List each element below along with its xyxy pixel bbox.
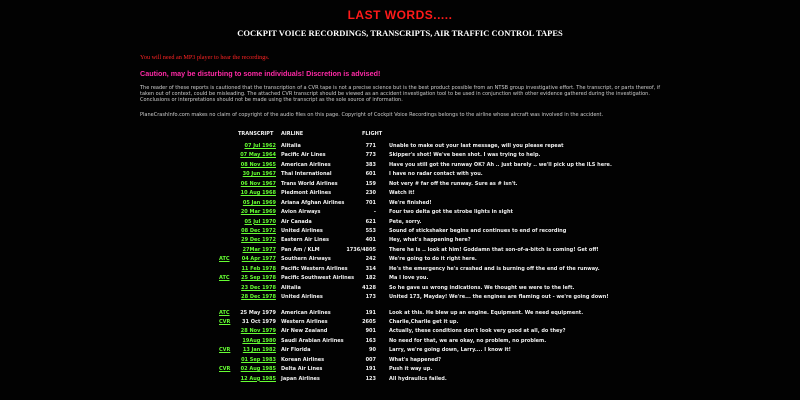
flight-cell: 601 — [365, 171, 376, 178]
airline-cell: Air New Zealand — [281, 328, 328, 335]
table-row — [0, 338, 800, 347]
table-row — [0, 357, 800, 366]
airline-cell: Trans World Airlines — [281, 180, 338, 187]
airline-cell: Piedmont Airlines — [281, 190, 332, 197]
last-words-cell: Actually, these conditions don't look very good at all, do they? — [389, 328, 566, 335]
last-words-cell: Unable to make out your last message, will you please repeat — [389, 143, 564, 149]
transcript-date-link[interactable]: 13 Jan 1982 — [242, 347, 276, 354]
last-words-cell: Larry, we're going down, Larry.... I know it! — [389, 347, 511, 354]
table-row — [0, 143, 800, 152]
airline-cell: United Airlines — [281, 294, 323, 300]
flight-cell: 2605 — [362, 318, 376, 325]
flight-cell: 007 — [365, 356, 376, 363]
last-words-cell: Hey, what's happening here? — [389, 237, 471, 244]
table-row — [0, 285, 800, 294]
flight-cell: - — [373, 209, 376, 216]
last-words-cell: We're finished! — [389, 199, 432, 206]
table-row — [0, 181, 800, 190]
transcript-table — [0, 143, 800, 385]
audio-link-atc[interactable]: ATC — [219, 256, 230, 263]
flight-cell: 182 — [365, 275, 376, 282]
airline-cell: Western Airlines — [281, 318, 328, 325]
airline-cell: Pacific Air Lines — [281, 152, 326, 159]
last-words-cell: Skipper's shot! We've been shot. I was trying to help. — [389, 152, 541, 159]
transcript-date-link: 25 May 1979 — [240, 309, 276, 316]
flight-cell: 4128 — [362, 284, 376, 291]
table-row — [0, 200, 800, 209]
page-title: LAST WORDS..... — [347, 8, 453, 22]
transcript-date-link[interactable]: 05 Jul 1970 — [244, 218, 276, 225]
last-words-cell: No need for that, we are okay, no problem, no problem. — [389, 337, 547, 344]
table-row — [0, 266, 800, 275]
last-words-cell: Push it way up. — [389, 366, 433, 373]
airline-cell: United Airlines — [281, 227, 323, 234]
disclaimer-text: The reader of these reports is cautioned that the transcription of a CVR tape is not a precise science but is the best product possible from an NTSB group investigative effort. The transcript, or parts thereof, if taken out of context, could be misleading. The attached CVR transcript should be viewed as an accident investigation tool to be used in conjunction with other evidence gathered during the investigation. Conclusions or interpretations should not be made using the transcript as the sole source of information. — [140, 85, 661, 104]
transcript-date-link[interactable]: 08 Dec 1972 — [241, 227, 276, 234]
flight-cell: 191 — [365, 309, 376, 316]
airline-cell: Alitalia — [281, 284, 301, 291]
flight-cell: 1736/4805 — [346, 246, 376, 253]
audio-link-atc[interactable]: ATC — [219, 309, 230, 316]
last-words-cell: We're going to do it right here. — [389, 256, 477, 263]
airline-cell: Korean Airlines — [281, 356, 325, 363]
flight-cell: 621 — [365, 218, 376, 225]
transcript-date-link[interactable]: 29 Dec 1972 — [241, 237, 276, 244]
copyright-text: PlaneCrashInfo.com makes no claim of copyright of the audio files on this page. Copyright of Cockpit Voice Recordings belongs to the airline whose aircraft was involved in the accident. — [140, 112, 604, 118]
table-row — [0, 294, 800, 310]
transcript-date-link[interactable]: 10 Aug 1968 — [240, 190, 276, 197]
table-row — [0, 171, 800, 180]
transcript-date-link[interactable]: 27Mar 1977 — [242, 246, 276, 253]
flight-cell: 701 — [365, 199, 376, 206]
audio-link-atc[interactable]: ATC — [219, 275, 230, 282]
airline-cell: Alitalia — [281, 143, 301, 149]
last-words-cell: Watch it! — [389, 190, 415, 197]
airline-cell: Pacific Western Airlines — [281, 265, 348, 272]
flight-cell: 163 — [365, 337, 376, 344]
transcript-date-link[interactable]: 05 Jan 1969 — [242, 199, 276, 206]
last-words-cell: There he is .. look at him! Goddamn that son-of-a-bitch is coming! Get off! — [389, 246, 599, 253]
last-words-cell: Not very # far off the runway. Sure as # isn't. — [389, 180, 518, 187]
transcript-date-link[interactable]: 12 Aug 1985 — [240, 375, 276, 382]
flight-cell: 773 — [365, 152, 376, 159]
table-row — [0, 347, 800, 356]
table-row — [0, 228, 800, 237]
last-words-cell: What's happened? — [389, 356, 441, 363]
transcript-date-link[interactable]: 01 Sep 1983 — [241, 356, 276, 363]
last-words-cell: So he gave us wrong indications. We thought we were to the left. — [389, 284, 575, 291]
audio-link-cvr[interactable]: CVR — [219, 366, 231, 373]
flight-cell: 173 — [365, 294, 376, 300]
last-words-cell: Sound of stickshaker begins and continues to end of recording — [389, 227, 567, 234]
table-row — [0, 275, 800, 284]
audio-link-cvr[interactable]: CVR — [219, 347, 231, 354]
flight-cell: 901 — [365, 328, 376, 335]
table-row — [0, 328, 800, 337]
airline-cell: Ariana Afghan Airlines — [281, 199, 345, 206]
flight-cell: 191 — [365, 366, 376, 373]
airline-cell: Avion Airways — [281, 209, 321, 216]
last-words-cell: He's the emergency he's crashed and is burning off the end of the runway. — [389, 265, 600, 272]
page-subtitle: COCKPIT VOICE RECORDINGS, TRANSCRIPTS, AIR TRAFFIC CONTROL TAPES — [237, 28, 563, 38]
transcript-date-link[interactable]: 07 May 1964 — [240, 152, 276, 159]
transcript-date-link[interactable]: 19Aug 1980 — [242, 337, 276, 344]
column-header-airline: AIRLINE — [281, 131, 304, 137]
table-row — [0, 310, 800, 319]
airline-cell: Pacific Southwest Airlines — [281, 275, 355, 282]
transcript-date-link[interactable]: 20 Mar 1969 — [240, 209, 276, 216]
column-header-transcript: TRANSCRIPT — [238, 131, 274, 137]
transcript-date-link[interactable]: 30 Jun 1967 — [242, 171, 276, 178]
airline-cell: Delta Air Lines — [281, 366, 323, 373]
caution-notice: Caution, may be disturbing to some individuals! Discretion is advised! — [140, 69, 381, 78]
table-row — [0, 237, 800, 246]
flight-cell: 159 — [365, 180, 376, 187]
table-row — [0, 366, 800, 375]
table-row — [0, 319, 800, 328]
flight-cell: 553 — [365, 227, 376, 234]
table-row — [0, 190, 800, 199]
transcript-date-link[interactable]: 28 Dec 1978 — [241, 294, 276, 300]
airline-cell: Air Canada — [281, 218, 312, 225]
mp3-notice: You will need an MP3 player to hear the recordings. — [140, 54, 270, 61]
table-row — [0, 376, 800, 385]
table-row — [0, 219, 800, 228]
last-words-cell: All hydraulics failed. — [389, 375, 447, 382]
airline-cell: Southern Airways — [281, 256, 331, 263]
transcript-date-link: 31 Oct 1979 — [242, 318, 276, 325]
flight-cell: 314 — [365, 265, 376, 272]
transcript-date-link[interactable]: 06 Nov 1967 — [240, 180, 276, 187]
column-header-flight: FLIGHT — [362, 131, 383, 137]
flight-cell: 230 — [365, 190, 376, 197]
airline-cell: Japan Airlines — [281, 375, 320, 382]
transcript-date-link[interactable]: 07 Jul 1962 — [244, 143, 276, 149]
transcript-date-link[interactable]: 04 Apr 1977 — [241, 256, 276, 263]
flight-cell: 401 — [365, 237, 376, 244]
transcript-date-link[interactable]: 02 Aug 1985 — [240, 366, 276, 373]
last-words-cell: I have no radar contact with you. — [389, 171, 483, 178]
airline-cell: Eastern Air Lines — [281, 237, 329, 244]
flight-cell: 242 — [365, 256, 376, 263]
flight-cell: 383 — [365, 161, 376, 168]
last-words-cell: Pete, sorry. — [389, 218, 422, 225]
last-words-cell: Look at this. He blew up an engine. Equipment. We need equipment. — [389, 309, 584, 316]
transcript-date-link[interactable]: 08 Nov 1965 — [240, 161, 276, 168]
last-words-cell: United 173, Mayday! We're... the engines are flaming out - we're going down! — [389, 294, 609, 300]
table-row — [0, 152, 800, 161]
last-words-cell: Charlie,Charlie get it up. — [389, 318, 459, 325]
last-words-cell: Four two delta got the strobe lights in sight — [389, 209, 513, 216]
table-row — [0, 209, 800, 218]
airline-cell: American Airlines — [281, 161, 331, 168]
table-row — [0, 256, 800, 265]
transcript-date-link[interactable]: 28 Nov 1979 — [240, 328, 276, 335]
airline-cell: Air Florida — [281, 347, 311, 354]
last-words-cell: Have you still got the runway OK? Ah .. just barely .. we'll pick up the ILS here. — [389, 161, 612, 168]
airline-cell: Saudi Arabian Airlines — [281, 337, 344, 344]
audio-link-cvr[interactable]: CVR — [219, 318, 231, 325]
airline-cell: Pan Am / KLM — [281, 246, 320, 253]
transcript-date-link[interactable]: 23 Dec 1978 — [241, 284, 276, 291]
airline-cell: American Airlines — [281, 309, 331, 316]
last-words-cell: Ma I love you. — [389, 275, 429, 282]
table-row — [0, 247, 800, 256]
transcript-date-link[interactable]: 11 Feb 1978 — [241, 265, 276, 272]
table-row — [0, 162, 800, 171]
flight-cell: 771 — [365, 143, 376, 149]
flight-cell: 123 — [365, 375, 376, 382]
flight-cell: 90 — [369, 347, 376, 354]
airline-cell: Thai International — [281, 171, 332, 178]
transcript-date-link[interactable]: 25 Sep 1978 — [241, 275, 276, 282]
